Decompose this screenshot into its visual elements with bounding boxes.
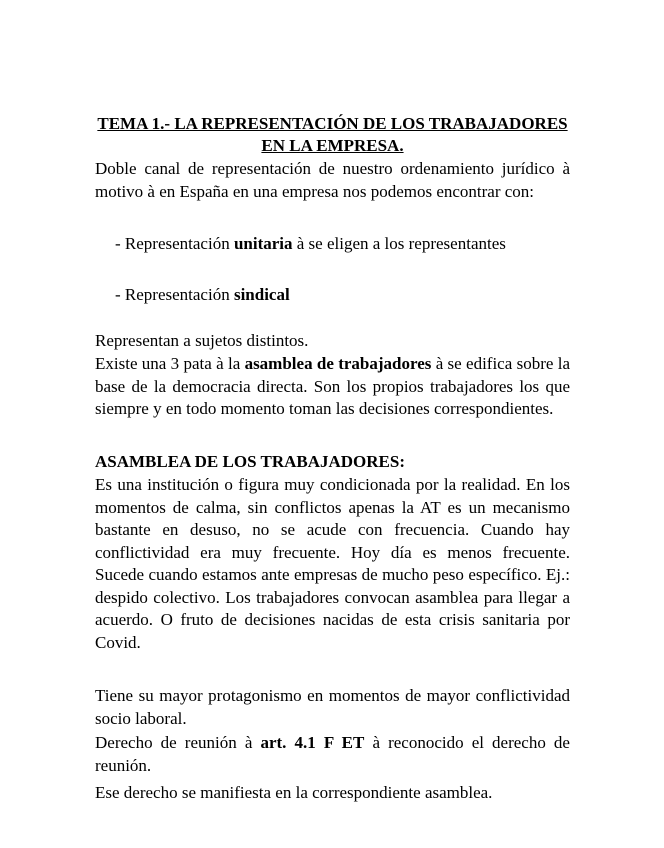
paragraph-text: Existe una 3 pata à la — [95, 354, 245, 373]
paragraph-derecho-reunion — [95, 732, 570, 777]
paragraph-text: à reconocido el derecho de reunión. — [95, 733, 570, 775]
paragraph-bold: asamblea de trabajadores — [244, 354, 432, 373]
list-item-unitaria — [115, 232, 589, 256]
paragraph-protagonismo: Tiene su mayor protagonismo en momentos de mayor conflictividad socio laboral. — [95, 686, 570, 728]
list-item-text: - Representación — [115, 234, 234, 253]
intro-paragraph: Doble canal de representación de nuestro ordenamiento jurídico à motivo à en España en una empresa nos podemos encontrar con: — [95, 159, 570, 201]
document-title: TEMA 1.- LA REPRESENTACIÓN DE LOS TRABAJADORES EN LA EMPRESA. — [97, 114, 568, 155]
section-heading: ASAMBLEA DE LOS TRABAJADORES: — [95, 452, 406, 471]
paragraph-institucion: Es una institución o figura muy condicionada por la realidad. En los momentos de calma, sin conflictos apenas la AT es un mecanismo bastante en desuso, no se acude con frecuencia. Cuando hay conflictividad era muy frecuente. Hoy día es menos frecuente. Sucede cuando estamos ante empresas de mucho peso específico. Ej.: despido colectivo. Los trabajadores convocan asamblea para llegar a acuerdo. O fruto de decisiones nacidas de esta crisis sanitaria por Covid. — [95, 475, 570, 652]
list-item-text: - Representación — [115, 285, 234, 304]
paragraph-text: Derecho de reunión à — [95, 733, 261, 752]
paragraph-bold: art. 4.1 F ET — [260, 733, 365, 752]
list-item-sindical — [115, 283, 570, 307]
list-item-bold: sindical — [233, 285, 290, 304]
paragraph-sujetos: Representan a sujetos distintos. — [95, 331, 309, 350]
list-item-bold: unitaria — [233, 234, 293, 253]
paragraph-manifiesta: Ese derecho se manifiesta en la correspondiente asamblea. — [95, 783, 493, 802]
paragraph-text: à se edifica sobre la base de la democracia directa. Son los propios trabajadores los que siempre y en todo momento toman las decisiones correspondientes. — [95, 354, 570, 418]
paragraph-asamblea-intro — [95, 353, 570, 421]
list-item-text: à se eligen a los representantes — [292, 234, 506, 253]
